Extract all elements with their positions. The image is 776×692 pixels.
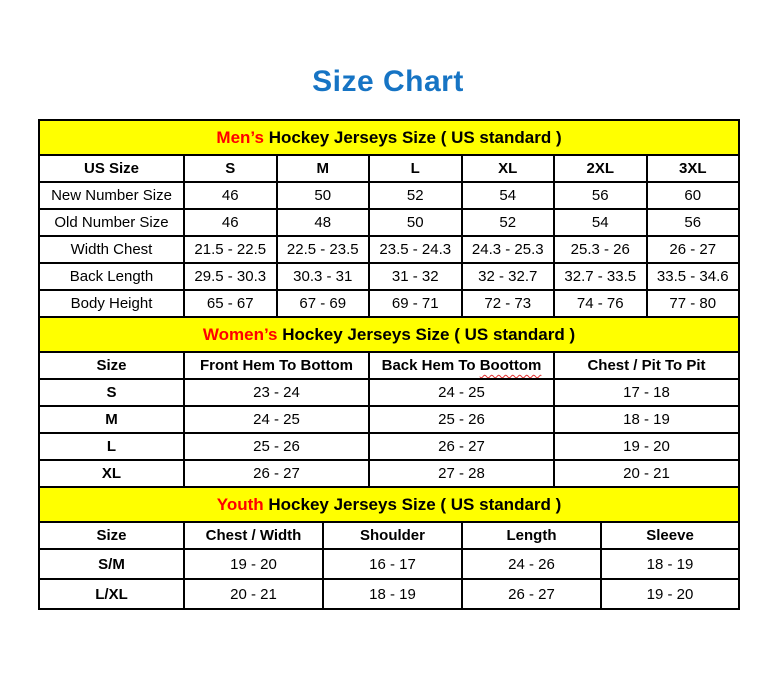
mens-row-label: Body Height (39, 290, 184, 317)
table-row (39, 209, 739, 236)
mens-cell: 52 (369, 182, 462, 209)
mens-cell: 29.5 - 30.3 (184, 263, 277, 290)
youth-cell: 20 - 21 (184, 579, 323, 609)
youth-cell: 16 - 17 (323, 549, 462, 579)
mens-cell: 65 - 67 (184, 290, 277, 317)
womens-cell: 17 - 18 (554, 379, 739, 406)
mens-section-title: Hockey Jerseys Size ( US standard ) (263, 127, 562, 147)
mens-row-label: Width Chest (39, 236, 184, 263)
womens-size-table (38, 316, 740, 488)
mens-cell: 31 - 32 (369, 263, 462, 290)
youth-cell: 19 - 20 (601, 579, 739, 609)
youth-cell: 19 - 20 (184, 549, 323, 579)
mens-col-m: M (277, 155, 370, 182)
mens-row-label: New Number Size (39, 182, 184, 209)
mens-section-accent: Men’s (216, 127, 264, 147)
youth-col-sleeve: Sleeve (601, 522, 739, 549)
mens-cell: 60 (647, 182, 740, 209)
table-row (39, 263, 739, 290)
youth-row-label: S/M (39, 549, 184, 579)
table-row (39, 549, 739, 579)
mens-cell: 54 (462, 182, 555, 209)
womens-column-header-row (39, 352, 739, 379)
mens-cell: 67 - 69 (277, 290, 370, 317)
youth-col-shoulder: Shoulder (323, 522, 462, 549)
womens-cell: 24 - 25 (184, 406, 369, 433)
youth-section-header (39, 487, 739, 522)
womens-cell: 23 - 24 (184, 379, 369, 406)
mens-cell: 54 (554, 209, 647, 236)
mens-cell: 74 - 76 (554, 290, 647, 317)
mens-col-2xl: 2XL (554, 155, 647, 182)
table-row (39, 433, 739, 460)
youth-cell: 18 - 19 (323, 579, 462, 609)
mens-cell: 24.3 - 25.3 (462, 236, 555, 263)
mens-cell: 50 (277, 182, 370, 209)
mens-cell: 32.7 - 33.5 (554, 263, 647, 290)
mens-size-table (38, 119, 740, 318)
mens-cell: 69 - 71 (369, 290, 462, 317)
womens-cell: 26 - 27 (369, 433, 554, 460)
mens-col-3xl: 3XL (647, 155, 740, 182)
mens-col-xl: XL (462, 155, 555, 182)
youth-section-accent: Youth (216, 494, 264, 514)
mens-section-header-row (39, 120, 739, 155)
youth-col-size: Size (39, 522, 184, 549)
mens-cell: 30.3 - 31 (277, 263, 370, 290)
womens-section-header (39, 317, 739, 352)
mens-cell: 32 - 32.7 (462, 263, 555, 290)
womens-section-header-row (39, 317, 739, 352)
table-row (39, 290, 739, 317)
womens-cell: 27 - 28 (369, 460, 554, 487)
mens-cell: 72 - 73 (462, 290, 555, 317)
womens-cell: 20 - 21 (554, 460, 739, 487)
table-row (39, 406, 739, 433)
mens-cell: 77 - 80 (647, 290, 740, 317)
womens-col-size: Size (39, 352, 184, 379)
womens-section-title: Hockey Jerseys Size ( US standard ) (277, 324, 576, 344)
womens-col-chest: Chest / Pit To Pit (554, 352, 739, 379)
womens-row-label: L (39, 433, 184, 460)
table-row (39, 182, 739, 209)
youth-cell: 24 - 26 (462, 549, 601, 579)
mens-cell: 46 (184, 209, 277, 236)
womens-section-accent: Women’s (202, 324, 278, 344)
womens-cell: 25 - 26 (369, 406, 554, 433)
mens-col-us-size: US Size (39, 155, 184, 182)
womens-col-front-hem: Front Hem To Bottom (184, 352, 369, 379)
youth-row-label: L/XL (39, 579, 184, 609)
mens-cell: 46 (184, 182, 277, 209)
table-row (39, 460, 739, 487)
table-row (39, 379, 739, 406)
womens-col-back-hem (369, 352, 554, 379)
mens-cell: 56 (554, 182, 647, 209)
womens-row-label: XL (39, 460, 184, 487)
youth-section-header-row (39, 487, 739, 522)
mens-row-label: Back Length (39, 263, 184, 290)
table-row (39, 236, 739, 263)
mens-cell: 48 (277, 209, 370, 236)
womens-cell: 25 - 26 (184, 433, 369, 460)
womens-col-back-hem-misspelled-word: Boottom (479, 357, 542, 374)
mens-col-l: L (369, 155, 462, 182)
mens-cell: 33.5 - 34.6 (647, 263, 740, 290)
mens-row-label: Old Number Size (39, 209, 184, 236)
mens-cell: 56 (647, 209, 740, 236)
mens-column-header-row (39, 155, 739, 182)
youth-section-title: Hockey Jerseys Size ( US standard ) (263, 494, 562, 514)
womens-cell: 18 - 19 (554, 406, 739, 433)
mens-section-header (39, 120, 739, 155)
size-tables-container (0, 119, 776, 610)
table-row (39, 579, 739, 609)
youth-cell: 18 - 19 (601, 549, 739, 579)
youth-column-header-row (39, 522, 739, 549)
womens-row-label: S (39, 379, 184, 406)
womens-cell: 19 - 20 (554, 433, 739, 460)
mens-cell: 22.5 - 23.5 (277, 236, 370, 263)
womens-col-back-hem-text: Back Hem To (381, 357, 480, 374)
mens-cell: 50 (369, 209, 462, 236)
youth-col-chest-width: Chest / Width (184, 522, 323, 549)
page-title: Size Chart (312, 65, 464, 98)
womens-row-label: M (39, 406, 184, 433)
mens-cell: 52 (462, 209, 555, 236)
mens-col-s: S (184, 155, 277, 182)
youth-size-table (38, 486, 740, 610)
mens-cell: 25.3 - 26 (554, 236, 647, 263)
womens-cell: 26 - 27 (184, 460, 369, 487)
mens-cell: 26 - 27 (647, 236, 740, 263)
youth-col-length: Length (462, 522, 601, 549)
womens-cell: 24 - 25 (369, 379, 554, 406)
youth-cell: 26 - 27 (462, 579, 601, 609)
mens-cell: 21.5 - 22.5 (184, 236, 277, 263)
mens-cell: 23.5 - 24.3 (369, 236, 462, 263)
